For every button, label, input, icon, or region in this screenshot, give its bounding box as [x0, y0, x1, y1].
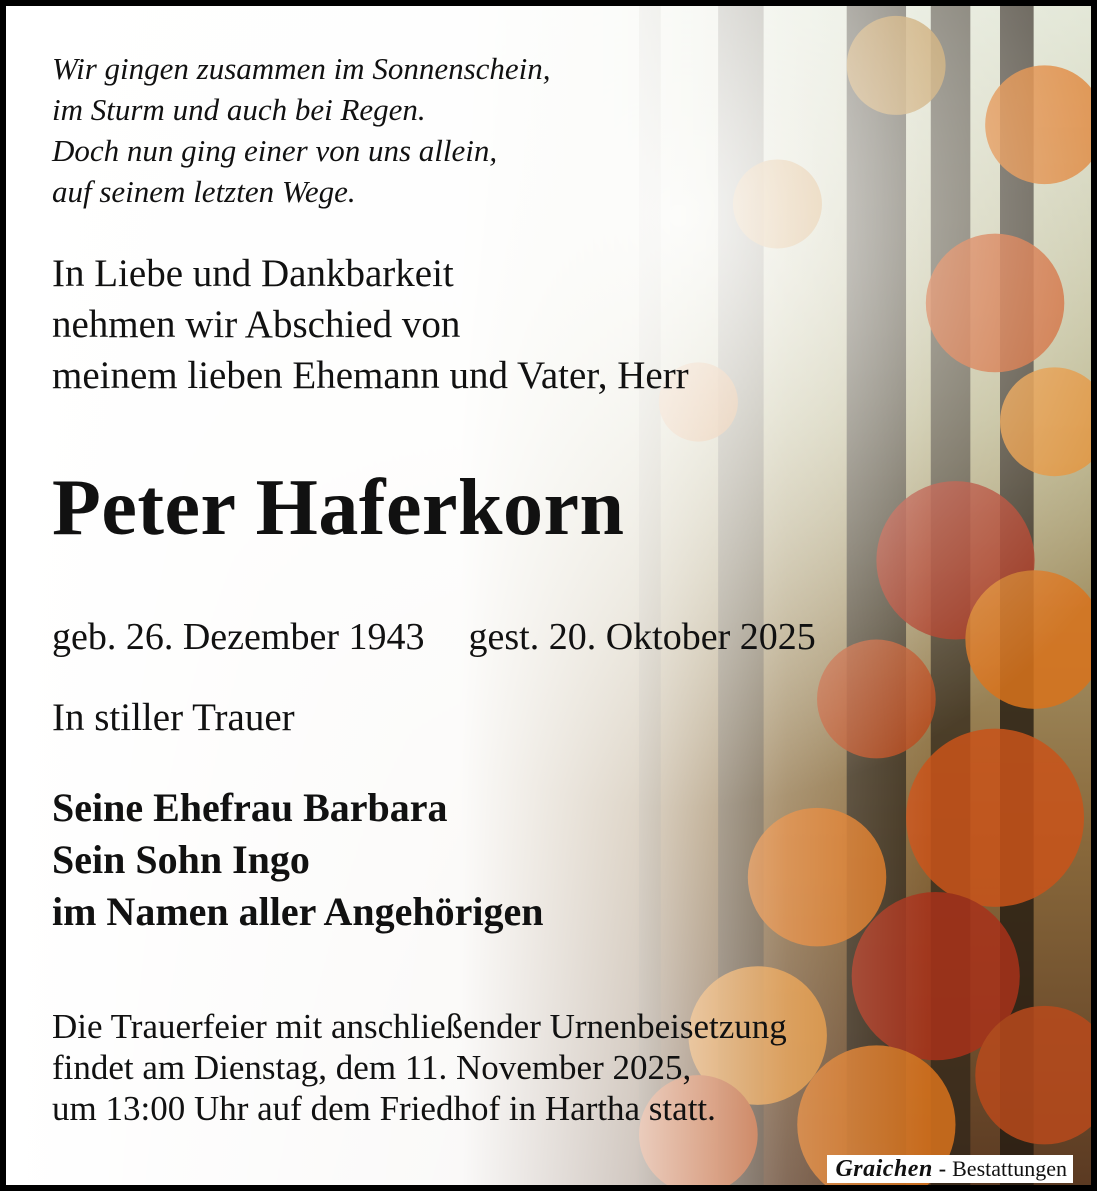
- family-line: Sein Sohn Ingo: [52, 837, 310, 882]
- life-dates: [52, 611, 816, 663]
- death-date: gest. 20. Oktober 2025: [468, 616, 816, 658]
- undertaker-label: Bestattungen: [952, 1156, 1067, 1181]
- intro-text: [52, 248, 689, 401]
- poem-line: auf seinem letzten Wege.: [52, 174, 356, 209]
- poem-line: Wir gingen zusammen im Sonnenschein,: [52, 51, 551, 86]
- undertaker-brand: Graichen: [835, 1156, 933, 1182]
- family-line: Seine Ehefrau Barbara: [52, 785, 448, 830]
- funeral-line: Die Trauerfeier mit anschließender Urnenbeisetzung: [52, 1007, 787, 1046]
- birth-date: geb. 26. Dezember 1943: [52, 616, 425, 658]
- mourning-line: In stiller Trauer: [52, 696, 295, 739]
- intro-line: nehmen wir Abschied von: [52, 303, 461, 346]
- family-line: im Namen aller Angehörigen: [52, 889, 544, 934]
- funeral-line: findet am Dienstag, dem 11. November 2025,: [52, 1048, 692, 1087]
- intro-line: meinem lieben Ehemann und Vater, Herr: [52, 354, 689, 397]
- poem-line: im Sturm und auch bei Regen.: [52, 92, 426, 127]
- funeral-info: [52, 1006, 787, 1129]
- poem: [52, 48, 551, 212]
- undertaker-credit: [827, 1155, 1073, 1183]
- deceased-name: Peter Haferkorn: [52, 464, 625, 552]
- funeral-line: um 13:00 Uhr auf dem Friedhof in Hartha statt.: [52, 1089, 716, 1128]
- intro-line: In Liebe und Dankbarkeit: [52, 252, 454, 295]
- undertaker-separator: -: [938, 1156, 947, 1181]
- family-signatures: [52, 782, 543, 938]
- poem-line: Doch nun ging einer von uns allein,: [52, 133, 498, 168]
